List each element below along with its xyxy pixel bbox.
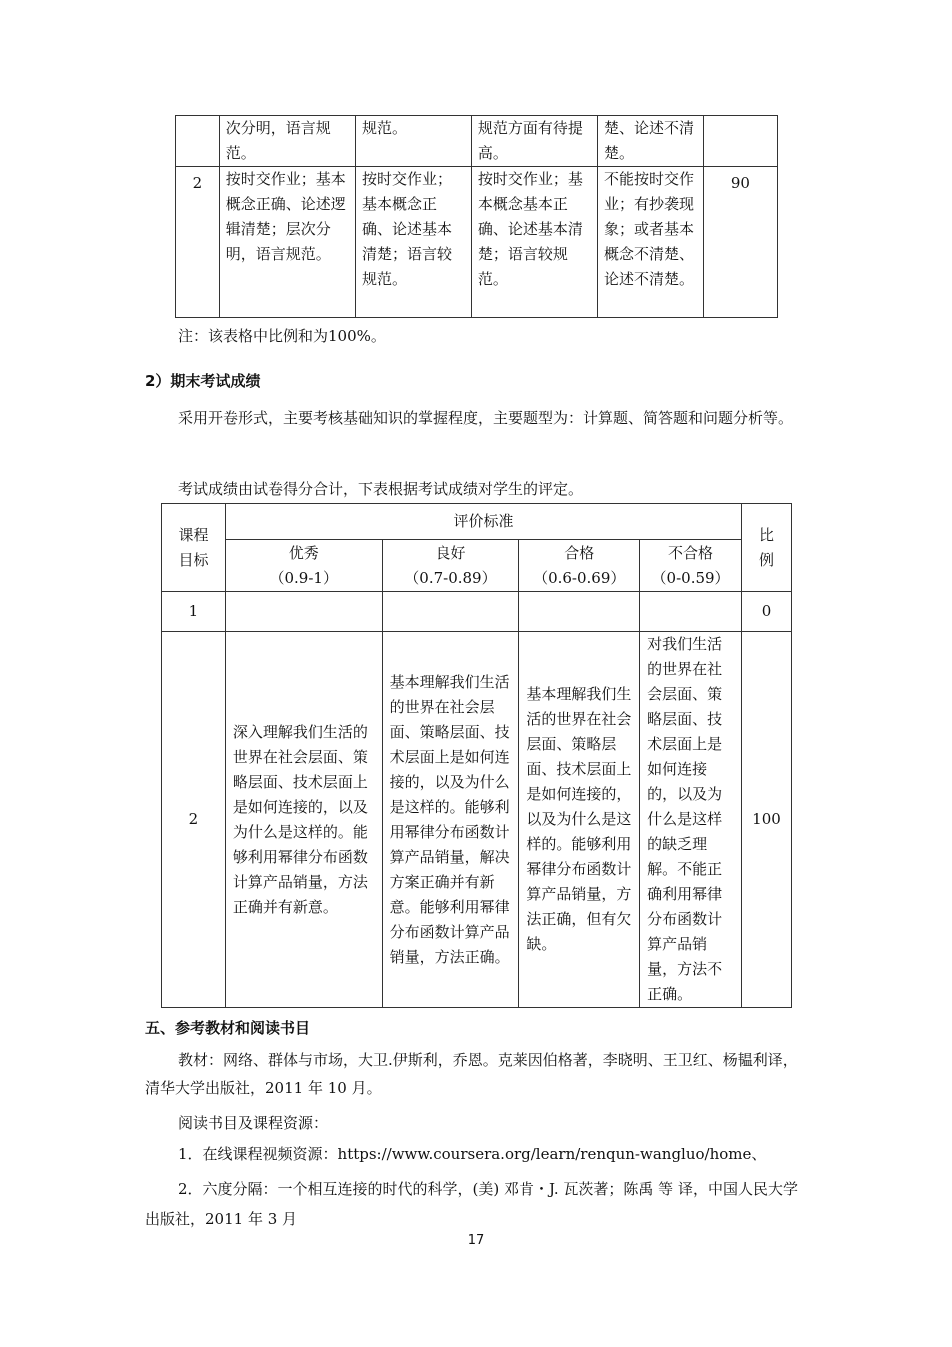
textbook-reference: 教材：网络、群体与市场，大卫.伊斯利，乔恩。克莱因伯格著，李晓明、王卫红、杨韫利译，清华大学出版社，2011 年 10 月。	[145, 1051, 798, 1097]
pass-cell: 按时交作业；基本概念基本正确、论述基本清楚；语言较规范。	[471, 167, 597, 318]
level-pass	[519, 540, 640, 592]
fail-cell: 楚、论述不清楚。	[597, 116, 703, 167]
level-fail	[640, 540, 742, 592]
row-number	[176, 116, 220, 167]
course-goal-header: 课程目标	[162, 504, 226, 592]
excellent-cell	[225, 592, 382, 632]
table-row	[162, 632, 792, 1008]
fail-cell: 不能按时交作业；有抄袭现象；或者基本概念不清楚、论述不清楚。	[597, 167, 703, 318]
fail-cell	[640, 592, 742, 632]
row-number: 2	[176, 167, 220, 318]
table-row	[162, 592, 792, 632]
table-note: 注：该表格中比例和为100%。	[178, 327, 386, 345]
pass-cell: 规范方面有待提高。	[471, 116, 597, 167]
level-good	[382, 540, 519, 592]
level-name: 不合格	[668, 543, 714, 562]
exam-intro: 考试成绩由试卷得分合计，下表根据考试成绩对学生的评定。	[178, 480, 584, 498]
ratio-cell: 100	[741, 632, 791, 1008]
table-header-row	[162, 504, 792, 540]
reading-item-1: 1．在线课程视频资源：https://www.coursera.org/learn/renqun-wangluo/home、	[178, 1145, 767, 1163]
level-range: （0.6-0.69）	[533, 568, 626, 587]
ratio-header: 比例	[741, 504, 791, 592]
section-heading-final-exam: 2）期末考试成绩	[145, 372, 261, 390]
pass-cell: 基本理解我们生活的世界在社会层面、策略层面、技术层面上是如何连接的，以及为什么是这样的。能够利用幂律分布函数计算产品销量，方法正确，但有欠缺。	[519, 632, 640, 1008]
good-cell: 基本理解我们生活的世界在社会层面、策略层面、技术层面上是如何连接的，以及为什么是这样的。能够利用幂律分布函数计算产品销量，解决方案正确并有新意。能够利用幂律分布函数计算产品销量，方法正确。	[382, 632, 519, 1008]
excellent-cell: 按时交作业；基本概念正确、论述逻辑清楚；层次分明，语言规范。	[219, 167, 355, 318]
section-heading-references: 五、参考教材和阅读书目	[145, 1019, 311, 1037]
reading-list-title: 阅读书目及课程资源：	[178, 1114, 329, 1132]
level-range: （0.7-0.89）	[404, 568, 497, 587]
level-range: （0.9-1）	[269, 568, 338, 587]
page-number: 17	[467, 1233, 485, 1248]
table-row	[176, 116, 778, 167]
ratio-cell	[703, 116, 777, 167]
level-name: 良好	[435, 543, 466, 562]
good-cell: 按时交作业；基本概念正确、论述基本清楚；语言较规范。	[355, 167, 471, 318]
table-header-row	[162, 540, 792, 592]
exam-description: 采用开卷形式，主要考核基础知识的掌握程度，主要题型为：计算题、简答题和问题分析等。	[178, 409, 794, 427]
level-name: 优秀	[288, 543, 319, 562]
pass-cell	[519, 592, 640, 632]
grading-table-continued	[175, 115, 778, 318]
level-range: （0-0.59）	[651, 568, 730, 587]
good-cell	[382, 592, 519, 632]
table-row	[176, 167, 778, 318]
ratio-cell: 90	[703, 167, 777, 318]
ratio-cell: 0	[741, 592, 791, 632]
excellent-cell: 深入理解我们生活的世界在社会层面、策略层面、技术层面上是如何连接的，以及为什么是这样的。能够利用幂律分布函数计算产品销量，方法正确并有新意。	[225, 632, 382, 1008]
row-number: 2	[162, 632, 226, 1008]
level-excellent	[225, 540, 382, 592]
level-name: 合格	[564, 543, 595, 562]
reading-item-2: 2．六度分隔：一个相互连接的时代的科学，(美) 邓肯・J. 瓦茨著；陈禹 等 译，中国人民大学出版社，2011 年 3 月	[145, 1180, 798, 1228]
criteria-header: 评价标准	[225, 504, 741, 540]
excellent-cell: 次分明，语言规范。	[219, 116, 355, 167]
fail-cell: 对我们生活的世界在社会层面、策略层面、技术层面上是如何连接的，以及为什么是这样的缺乏理解。不能正确利用幂律分布函数计算产品销量，方法不正确。	[640, 632, 742, 1008]
row-number: 1	[162, 592, 226, 632]
exam-grading-table	[161, 503, 792, 1008]
good-cell: 规范。	[355, 116, 471, 167]
